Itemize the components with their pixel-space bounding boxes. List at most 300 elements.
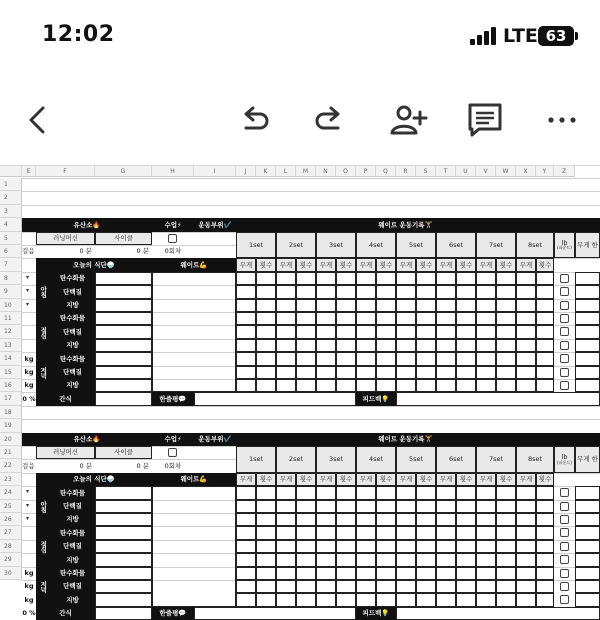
reps-input[interactable]	[536, 513, 554, 526]
weight-input[interactable]	[476, 540, 496, 553]
reps-input[interactable]	[296, 553, 316, 566]
spreadsheet-grid[interactable]	[0, 165, 600, 618]
weight-input[interactable]	[236, 486, 256, 499]
nutrient-input[interactable]	[95, 352, 152, 365]
reps-input[interactable]	[416, 352, 436, 365]
column-header[interactable]: G	[95, 166, 152, 177]
row-header[interactable]: 18	[0, 406, 22, 419]
column-header[interactable]: J	[236, 166, 256, 177]
weight-input[interactable]	[476, 486, 496, 499]
weight-input[interactable]	[276, 580, 296, 593]
weight-input[interactable]	[356, 567, 376, 580]
lb-checkbox[interactable]	[560, 368, 569, 377]
row-header[interactable]: 4	[0, 218, 22, 231]
weight-input[interactable]	[396, 513, 416, 526]
weight-input[interactable]	[276, 553, 296, 566]
reps-input[interactable]	[336, 513, 356, 526]
weight-input[interactable]	[236, 500, 256, 513]
reps-input[interactable]	[496, 553, 516, 566]
reps-input[interactable]	[336, 526, 356, 539]
reps-input[interactable]	[256, 567, 276, 580]
weight-input[interactable]	[316, 526, 336, 539]
weight-input[interactable]	[476, 526, 496, 539]
reps-input[interactable]	[296, 352, 316, 365]
reps-input[interactable]	[256, 553, 276, 566]
nutrient-input[interactable]	[95, 325, 152, 338]
reps-input[interactable]	[496, 299, 516, 312]
weight-input[interactable]	[356, 366, 376, 379]
reps-input[interactable]	[416, 486, 436, 499]
reps-input[interactable]	[336, 580, 356, 593]
weight-input[interactable]	[316, 567, 336, 580]
reps-input[interactable]	[336, 325, 356, 338]
reps-input[interactable]	[536, 593, 554, 606]
weight-input[interactable]	[236, 379, 256, 392]
column-header[interactable]: Q	[376, 166, 396, 177]
column-header[interactable]: M	[296, 166, 316, 177]
weight-input[interactable]	[356, 352, 376, 365]
reps-input[interactable]	[536, 580, 554, 593]
lb-checkbox[interactable]	[560, 582, 569, 591]
reps-input[interactable]	[376, 500, 396, 513]
nutrient-input[interactable]	[95, 339, 152, 352]
weight-input[interactable]	[476, 593, 496, 606]
reps-input[interactable]	[536, 526, 554, 539]
weight-input[interactable]	[396, 500, 416, 513]
more-icon[interactable]	[542, 100, 582, 140]
weight-input[interactable]	[396, 312, 416, 325]
reps-input[interactable]	[416, 339, 436, 352]
weight-input[interactable]	[516, 366, 536, 379]
weight-input[interactable]	[276, 513, 296, 526]
reps-input[interactable]	[336, 366, 356, 379]
back-icon[interactable]	[18, 100, 58, 140]
weight-input[interactable]	[476, 366, 496, 379]
snack-input[interactable]	[95, 392, 152, 405]
reps-input[interactable]	[496, 312, 516, 325]
reps-input[interactable]	[536, 352, 554, 365]
reps-input[interactable]	[536, 312, 554, 325]
weight-input[interactable]	[476, 567, 496, 580]
row-header[interactable]: 3	[0, 205, 22, 218]
row-header[interactable]: 8	[0, 272, 22, 285]
row-header[interactable]: 19	[0, 419, 22, 432]
reps-input[interactable]	[296, 299, 316, 312]
extra-input[interactable]	[575, 312, 600, 325]
column-header[interactable]	[0, 166, 22, 177]
weight-input[interactable]	[436, 526, 456, 539]
weight-input[interactable]	[356, 580, 376, 593]
reps-input[interactable]	[376, 526, 396, 539]
reps-input[interactable]	[536, 325, 554, 338]
weight-input[interactable]	[236, 325, 256, 338]
reps-input[interactable]	[456, 352, 476, 365]
column-header[interactable]: L	[276, 166, 296, 177]
weight-input[interactable]	[236, 339, 256, 352]
weight-input[interactable]	[276, 299, 296, 312]
lb-checkbox[interactable]	[560, 488, 569, 497]
extra-input[interactable]	[575, 339, 600, 352]
extra-input[interactable]	[575, 272, 600, 285]
weight-input[interactable]	[436, 567, 456, 580]
nutrient-input[interactable]	[95, 486, 152, 499]
weight-input[interactable]	[356, 500, 376, 513]
session-count[interactable]: 0회차	[164, 247, 182, 256]
weight-input[interactable]	[356, 312, 376, 325]
one-liner-input[interactable]	[194, 392, 356, 405]
nutrient-input[interactable]	[95, 500, 152, 513]
weight-input[interactable]	[516, 352, 536, 365]
weight-input[interactable]	[276, 526, 296, 539]
weight-input[interactable]	[316, 352, 336, 365]
snack-input[interactable]	[95, 607, 152, 620]
reps-input[interactable]	[456, 325, 476, 338]
weight-input[interactable]	[276, 567, 296, 580]
row-header[interactable]: 17	[0, 392, 22, 405]
one-liner-input[interactable]	[194, 607, 356, 620]
reps-input[interactable]	[416, 593, 436, 606]
weight-input[interactable]	[436, 285, 456, 298]
reps-input[interactable]	[416, 325, 436, 338]
reps-input[interactable]	[536, 285, 554, 298]
weight-input[interactable]	[436, 366, 456, 379]
reps-input[interactable]	[536, 553, 554, 566]
weight-input[interactable]	[436, 325, 456, 338]
reps-input[interactable]	[256, 312, 276, 325]
reps-input[interactable]	[336, 339, 356, 352]
reps-input[interactable]	[456, 593, 476, 606]
weight-input[interactable]	[396, 272, 416, 285]
extra-input[interactable]	[575, 352, 600, 365]
redo-icon[interactable]	[310, 100, 350, 140]
weight-input[interactable]	[436, 312, 456, 325]
weight-input[interactable]	[236, 526, 256, 539]
lb-checkbox[interactable]	[560, 301, 569, 310]
weight-input[interactable]	[476, 553, 496, 566]
weight-input[interactable]	[316, 593, 336, 606]
reps-input[interactable]	[376, 352, 396, 365]
weight-input[interactable]	[356, 272, 376, 285]
reps-input[interactable]	[256, 526, 276, 539]
reps-input[interactable]	[256, 486, 276, 499]
column-header[interactable]: H	[152, 166, 194, 177]
reps-input[interactable]	[336, 312, 356, 325]
lb-checkbox[interactable]	[560, 555, 569, 564]
weight-input[interactable]	[396, 352, 416, 365]
reps-input[interactable]	[536, 486, 554, 499]
lb-checkbox[interactable]	[560, 327, 569, 336]
reps-input[interactable]	[336, 500, 356, 513]
reps-input[interactable]	[256, 379, 276, 392]
nutrient-input[interactable]	[95, 526, 152, 539]
reps-input[interactable]	[456, 285, 476, 298]
weight-input[interactable]	[516, 486, 536, 499]
reps-input[interactable]	[536, 500, 554, 513]
weight-input[interactable]	[276, 285, 296, 298]
reps-input[interactable]	[336, 593, 356, 606]
reps-input[interactable]	[376, 299, 396, 312]
lb-checkbox[interactable]	[560, 381, 569, 390]
reps-input[interactable]	[376, 486, 396, 499]
reps-input[interactable]	[456, 540, 476, 553]
row-header[interactable]: 5	[0, 232, 22, 245]
reps-input[interactable]	[416, 567, 436, 580]
weight-input[interactable]	[516, 540, 536, 553]
reps-input[interactable]	[416, 540, 436, 553]
weight-input[interactable]	[516, 379, 536, 392]
extra-input[interactable]	[575, 325, 600, 338]
reps-input[interactable]	[256, 593, 276, 606]
reps-input[interactable]	[376, 366, 396, 379]
weight-input[interactable]	[516, 513, 536, 526]
weight-input[interactable]	[476, 299, 496, 312]
weight-input[interactable]	[276, 325, 296, 338]
dropdown-arrow-icon[interactable]: ▾	[26, 488, 30, 496]
reps-input[interactable]	[296, 366, 316, 379]
lb-checkbox[interactable]	[560, 542, 569, 551]
nutrient-input[interactable]	[95, 540, 152, 553]
column-header[interactable]: V	[476, 166, 496, 177]
reps-input[interactable]	[296, 285, 316, 298]
reps-input[interactable]	[296, 500, 316, 513]
row-header[interactable]: 10	[0, 299, 22, 312]
weight-input[interactable]	[356, 379, 376, 392]
weight-input[interactable]	[436, 272, 456, 285]
reps-input[interactable]	[296, 513, 316, 526]
reps-input[interactable]	[496, 513, 516, 526]
weight-input[interactable]	[516, 500, 536, 513]
weight-input[interactable]	[516, 325, 536, 338]
row-header[interactable]: 27	[0, 526, 22, 539]
weight-input[interactable]	[316, 312, 336, 325]
row-header[interactable]: 6	[0, 245, 22, 258]
reps-input[interactable]	[536, 272, 554, 285]
reps-input[interactable]	[256, 272, 276, 285]
reps-input[interactable]	[536, 567, 554, 580]
weight-input[interactable]	[316, 339, 336, 352]
nutrient-input[interactable]	[95, 379, 152, 392]
weight-input[interactable]	[436, 553, 456, 566]
dropdown-arrow-icon[interactable]: ▾	[26, 273, 30, 281]
nutrient-input[interactable]	[95, 272, 152, 285]
reps-input[interactable]	[296, 526, 316, 539]
column-header[interactable]: I	[194, 166, 236, 177]
reps-input[interactable]	[456, 366, 476, 379]
weight-input[interactable]	[476, 379, 496, 392]
weight-input[interactable]	[316, 299, 336, 312]
column-header[interactable]: W	[496, 166, 516, 177]
extra-input[interactable]	[575, 285, 600, 298]
row-header[interactable]: 22	[0, 459, 22, 472]
row-header[interactable]: 7	[0, 258, 22, 271]
weight-input[interactable]	[436, 352, 456, 365]
weight-input[interactable]	[396, 366, 416, 379]
weight-input[interactable]	[516, 272, 536, 285]
reps-input[interactable]	[456, 580, 476, 593]
lb-checkbox[interactable]	[560, 502, 569, 511]
reps-input[interactable]	[456, 500, 476, 513]
lb-checkbox[interactable]	[560, 528, 569, 537]
row-header[interactable]: 14	[0, 352, 22, 365]
row-header[interactable]: 15	[0, 366, 22, 379]
weight-input[interactable]	[436, 513, 456, 526]
weight-input[interactable]	[396, 285, 416, 298]
weight-input[interactable]	[396, 379, 416, 392]
class-checkbox[interactable]	[168, 234, 177, 243]
row-header[interactable]: 30	[0, 567, 22, 580]
weight-input[interactable]	[516, 312, 536, 325]
reps-input[interactable]	[456, 526, 476, 539]
lb-checkbox[interactable]	[560, 341, 569, 350]
weight-input[interactable]	[316, 366, 336, 379]
weight-input[interactable]	[276, 540, 296, 553]
weight-input[interactable]	[516, 526, 536, 539]
reps-input[interactable]	[456, 312, 476, 325]
reps-input[interactable]	[496, 486, 516, 499]
weight-input[interactable]	[276, 366, 296, 379]
extra-input[interactable]	[575, 526, 600, 539]
reps-input[interactable]	[376, 513, 396, 526]
weight-input[interactable]	[516, 567, 536, 580]
weight-input[interactable]	[436, 500, 456, 513]
column-header[interactable]: P	[356, 166, 376, 177]
weight-input[interactable]	[236, 366, 256, 379]
class-checkbox[interactable]	[168, 448, 177, 457]
weight-input[interactable]	[396, 299, 416, 312]
reps-input[interactable]	[416, 299, 436, 312]
reps-input[interactable]	[336, 540, 356, 553]
weight-input[interactable]	[356, 513, 376, 526]
reps-input[interactable]	[536, 540, 554, 553]
weight-input[interactable]	[396, 325, 416, 338]
reps-input[interactable]	[376, 379, 396, 392]
weight-input[interactable]	[356, 299, 376, 312]
weight-input[interactable]	[476, 352, 496, 365]
reps-input[interactable]	[296, 580, 316, 593]
extra-input[interactable]	[575, 593, 600, 606]
weight-input[interactable]	[396, 593, 416, 606]
reps-input[interactable]	[536, 379, 554, 392]
extra-input[interactable]	[575, 553, 600, 566]
row-header[interactable]: 29	[0, 553, 22, 566]
extra-input[interactable]	[575, 486, 600, 499]
reps-input[interactable]	[296, 567, 316, 580]
weight-input[interactable]	[436, 379, 456, 392]
reps-input[interactable]	[496, 325, 516, 338]
weight-input[interactable]	[236, 580, 256, 593]
reps-input[interactable]	[336, 285, 356, 298]
reps-input[interactable]	[336, 486, 356, 499]
reps-input[interactable]	[496, 500, 516, 513]
reps-input[interactable]	[416, 366, 436, 379]
reps-input[interactable]	[416, 379, 436, 392]
weight-input[interactable]	[236, 553, 256, 566]
lb-checkbox[interactable]	[560, 274, 569, 283]
weight-input[interactable]	[316, 325, 336, 338]
reps-input[interactable]	[376, 312, 396, 325]
column-header[interactable]: R	[396, 166, 416, 177]
reps-input[interactable]	[536, 366, 554, 379]
column-header[interactable]: X	[516, 166, 536, 177]
reps-input[interactable]	[456, 513, 476, 526]
session-count[interactable]: 0회차	[164, 461, 182, 470]
column-header[interactable]: T	[436, 166, 456, 177]
extra-input[interactable]	[575, 379, 600, 392]
weight-input[interactable]	[236, 352, 256, 365]
row-header[interactable]: 24	[0, 486, 22, 499]
nutrient-input[interactable]	[95, 299, 152, 312]
weight-input[interactable]	[396, 553, 416, 566]
weight-input[interactable]	[396, 526, 416, 539]
nutrient-input[interactable]	[95, 366, 152, 379]
feedback-input[interactable]	[396, 607, 600, 620]
reps-input[interactable]	[336, 272, 356, 285]
weight-input[interactable]	[316, 500, 336, 513]
weight-input[interactable]	[436, 299, 456, 312]
reps-input[interactable]	[296, 379, 316, 392]
reps-input[interactable]	[416, 272, 436, 285]
reps-input[interactable]	[336, 567, 356, 580]
weight-input[interactable]	[516, 299, 536, 312]
reps-input[interactable]	[496, 352, 516, 365]
weight-input[interactable]	[476, 285, 496, 298]
row-header[interactable]: 9	[0, 285, 22, 298]
weight-input[interactable]	[356, 486, 376, 499]
reps-input[interactable]	[496, 526, 516, 539]
extra-input[interactable]	[575, 500, 600, 513]
column-header[interactable]: E	[22, 166, 36, 177]
weight-input[interactable]	[316, 486, 336, 499]
weight-input[interactable]	[276, 500, 296, 513]
weight-input[interactable]	[516, 553, 536, 566]
row-header[interactable]: 23	[0, 473, 22, 486]
reps-input[interactable]	[496, 366, 516, 379]
row-header[interactable]: 26	[0, 513, 22, 526]
reps-input[interactable]	[296, 272, 316, 285]
weight-input[interactable]	[236, 540, 256, 553]
feedback-input[interactable]	[396, 392, 600, 405]
cycle-minutes[interactable]: 0 분	[136, 247, 149, 256]
weight-input[interactable]	[316, 272, 336, 285]
reps-input[interactable]	[336, 299, 356, 312]
reps-input[interactable]	[376, 339, 396, 352]
reps-input[interactable]	[376, 272, 396, 285]
reps-input[interactable]	[256, 285, 276, 298]
reps-input[interactable]	[416, 312, 436, 325]
reps-input[interactable]	[496, 540, 516, 553]
reps-input[interactable]	[416, 500, 436, 513]
reps-input[interactable]	[296, 540, 316, 553]
dropdown-arrow-icon[interactable]: ▾	[26, 515, 30, 522]
weight-notes-area[interactable]	[152, 272, 236, 393]
weight-input[interactable]	[276, 312, 296, 325]
weight-input[interactable]	[436, 540, 456, 553]
weight-input[interactable]	[236, 272, 256, 285]
weight-input[interactable]	[276, 352, 296, 365]
comment-icon[interactable]	[465, 100, 505, 140]
reps-input[interactable]	[376, 325, 396, 338]
reps-input[interactable]	[536, 339, 554, 352]
weight-input[interactable]	[316, 580, 336, 593]
reps-input[interactable]	[496, 272, 516, 285]
weight-input[interactable]	[236, 567, 256, 580]
column-header[interactable]: O	[336, 166, 356, 177]
extra-input[interactable]	[575, 366, 600, 379]
extra-input[interactable]	[575, 580, 600, 593]
weight-input[interactable]	[436, 339, 456, 352]
column-header[interactable]: K	[256, 166, 276, 177]
weight-input[interactable]	[356, 339, 376, 352]
